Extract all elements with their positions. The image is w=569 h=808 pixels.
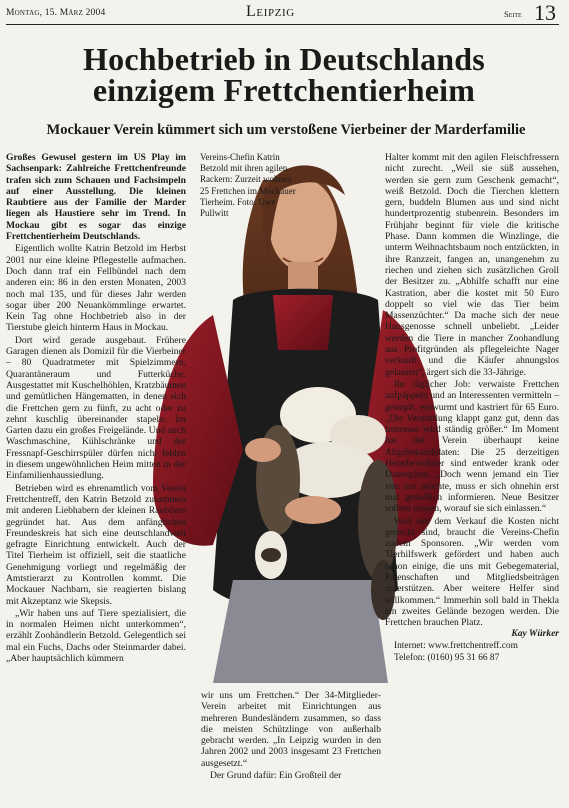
header-page-number: 13 bbox=[534, 0, 556, 25]
page-header bbox=[6, 2, 559, 25]
author-signature: Kay Würker bbox=[511, 629, 559, 640]
article-paragraph: Ihr täglicher Job: verwaiste Frettchen aufpäppeln und an Interessenten vermitteln – geimpft, entwurmt und kastriert für 65 Euro. „Die Vermittlung klappt ganz gut, denn das Interesse wird ständig größer.“ Im Moment hat der Verein überhaupt keine Abgabekandidaten: Die 25 derzeitigen Heimbewohner sind entweder krank oder Dauergäste. „Doch wenn jemand ein Tier von uns möchte, muss er sich ohnehin erst mal gründlich informieren. Neue Besitzer sollten wissen, worauf sie sich einlassen.“ bbox=[385, 378, 559, 515]
article-paragraph: Der Grund dafür: Ein Großteil der bbox=[210, 770, 342, 782]
photo-caption: Vereins-Chefin Katrin Betzold mit ihren agilen Rackern: Zurzeit wohnen 25 Frettchen im Mockauer Tierheim. Foto: Uwe Pullwitt bbox=[200, 152, 296, 219]
article-column-3 bbox=[385, 152, 559, 807]
header-date: Montag, 15. März 2004 bbox=[6, 8, 106, 18]
article-paragraph: „Wir haben uns auf Tiere spezialisiert, die in normalen Heimen nicht unterkommen“, erzählt Zoohändlerin Betzold. Gelegentlich sei mal ein Fuchs, Dachs oder Steinmarder dabei. „Aber hauptsächlich kümmern bbox=[6, 607, 186, 665]
headline-line-2: einzigem Frettchentierheim bbox=[92, 72, 476, 108]
article-lead: Großes Gewusel gestern im US Play im Sachsenpark: Zahlreiche Frettchenfreunde trafen sich zum Schauen und Fachsimpeln auf einer Ausstellung. Die kleinen Raubtiere aus der Familie der Marder liegen als Haustiere sehr im Trend. In Mockau gibt es sogar das einzige Frettchentierheim Deutschlands. bbox=[6, 152, 186, 243]
article-paragraph: Halter kommt mit den agilen Fleischfressern nicht zurecht. „Weil sie süß aussehen, werden sie gern zum Geschenk gemacht“, weiß Betzold. Doch die Tierchen klettern gern, buddeln Blumen aus und sind nicht hundertprozentig stubenrein. Besonders im Frühjahr beginnt für viele die kritische Phase. Dann kommen die Winzlinge, die unterm Weihnachtsbaum noch entzückten, in ihre Ranzzeit, fangen an, unangenehm zu riechen und ziehen sich zusätzlichen Groll der Besitzer zu. „Abhilfe schafft nur eine Kastration, aber die kostet mit 50 Euro doppelt so viel wie das Tier beim Massenzüchter.“ Da mache sich der neue Hausgenosse schnell unbeliebt. „Leider werden die Tiere in mancher Zoohandlung aus Profitgründen als pflegeleichte Nager verkauft und die Käufer ahnungslos gelassen“, ärgert sich die 33-Jährige. bbox=[385, 152, 559, 378]
article-paragraph: Weil mit dem Verkauf die Kosten nicht gedeckt sind, braucht die Vereins-Chefin zudem Sponsoren. „Wir werden vom Tierhilfswerk gefördert und haben auch schon einige, die uns mit Gebegematerial, Patenschaften und Mitgliedsbeiträgen unterstützen. Aber weitere Helfer sind willkommen.“ Immerhin soll bald in Thekla ein zweites Gelände bezogen werden. Die Frettchen brauchen Platz. bbox=[385, 515, 559, 629]
article-paragraph: Betrieben wird es ehrenamtlich vom Verein Frettchentreff, den Katrin Betzold zusammen mit anderen Liebhabern der kleinen Raubtiere gegründet hat. Aus dem anfänglichen Freundeskreis hat sich eine deutschlandweit gefragte Einrichtung entwickelt. Auch der Titel Tierheim ist offiziell, seit die staatliche Genehmigung vorliegt und regelmäßig der Amtstierarzt zu Kontrollen kommt. Die Mockauer Nachbarn, sie reagierten bislang mit Akzeptanz wie Skepsis. bbox=[6, 482, 186, 607]
article-column-1 bbox=[6, 152, 186, 807]
article-column-2-bottom bbox=[201, 690, 381, 805]
article-subheadline: Mockauer Verein kümmert sich um verstoßene Vierbeiner der Marderfamilie bbox=[46, 122, 526, 138]
telefon-line: Telefon: (0160) 95 31 66 87 bbox=[394, 653, 500, 664]
headline-line-1: Hochbetrieb in Deutschlands bbox=[83, 41, 485, 77]
header-page-label: Seite bbox=[504, 9, 522, 19]
article-paragraph: wir uns um Frettchen.“ Der 34-Mitglieder-Verein arbeitet mit Einrichtungen aus mehreren Bundesländern zusammen, so dass die meisten Schützlinge von außerhalb gebracht werden. „In Leipzig wurden in den Jahren 2002 und 2003 insgesamt 23 Frettchen ausgesetzt.“ bbox=[201, 690, 381, 769]
article-headline bbox=[6, 41, 562, 108]
article-paragraph: Dort wird gerade ausgebaut. Frühere Garagen dienen als Domizil für die Vierbeiner – 80 Quadratmeter mit Spielzimmern, Quarantäneraum und Futterküche. Ausgestattet mit Kuschelhöhlen, Kratzbäumen und gemütlichen Hängematten, in denen sich die Frettchen gern zu fünft, zu acht oder zu zehnt kuschlig übereinander stapeln. Im Garten dazu ein großes Freigelände. Und auch Waschmaschine, Kühlschränke und der Fressnapf-Geschirrspüler dürfen nicht fehlen in diesem ungewöhnlichen Heim mitten in der Einfamilienhaussiedlung. bbox=[6, 334, 186, 482]
internet-line: Internet: www.frettchentreff.com bbox=[394, 640, 518, 651]
article-paragraph: Eigentlich wollte Katrin Betzold im Herbst 2001 nur eine kleine Pflegestelle aufmachen. Doch dann traf ein Fellbündel nach dem anderen ein: 86 in den ersten Monaten, 2003 noch mal 135, und für dieses Jahr werden sogar über 200 Neuankömmlinge erwartet. Kein Tag ohne Hochbetrieb also in der Tierstube gleich hinterm Haus in Mockau. bbox=[6, 243, 186, 334]
header-section-city: Leipzig bbox=[246, 3, 295, 20]
